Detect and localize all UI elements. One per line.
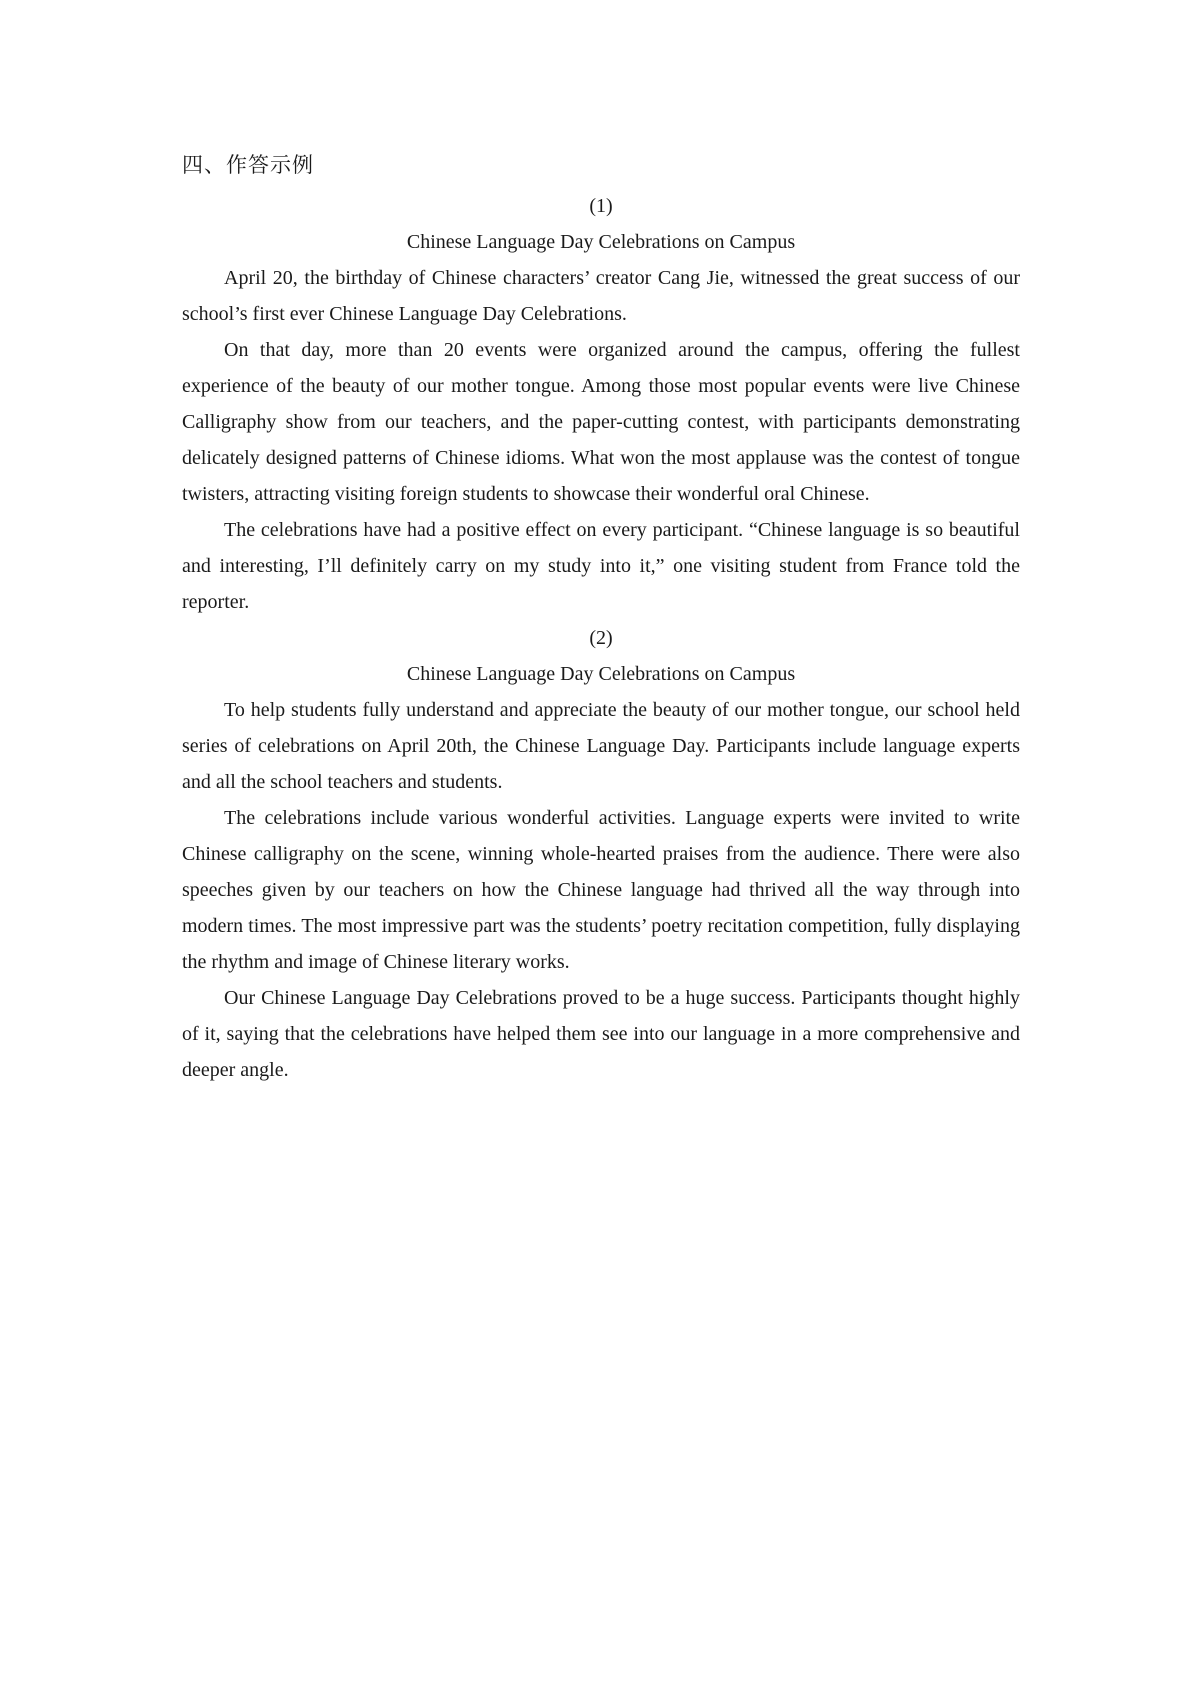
essay-1 (182, 188, 1020, 620)
section-heading: 四、作答示例 (182, 153, 314, 177)
paragraph: April 20, the birthday of Chinese characters’ creator Cang Jie, witnessed the great success of our school’s first ever Chinese Language Day Celebrations. (182, 267, 1020, 325)
document-page (182, 148, 1020, 1088)
essay-title: Chinese Language Day Celebrations on Campus (406, 231, 796, 253)
paragraph: The celebrations have had a positive effect on every participant. “Chinese language is so beautiful and interesting, I’ll definitely carry on my study into it,” one visiting student from France told the reporter. (182, 519, 1020, 613)
essay-number: (1) (589, 195, 613, 217)
essay-title: Chinese Language Day Celebrations on Campus (406, 663, 796, 685)
paragraph: The celebrations include various wonderful activities. Language experts were invited to write Chinese calligraphy on the scene, winning whole-hearted praises from the audience. There were also speeches given by our teachers on how the Chinese language had thrived all the way through into modern times. The most impressive part was the students’ poetry recitation competition, fully displaying the rhythm and image of Chinese literary works. (182, 807, 1020, 973)
essay-number: (2) (589, 627, 613, 649)
paragraph: Our Chinese Language Day Celebrations proved to be a huge success. Participants thought highly of it, saying that the celebrations have helped them see into our language in a more comprehensive and deeper angle. (182, 987, 1020, 1081)
essay-2 (182, 620, 1020, 1088)
paragraph: On that day, more than 20 events were organized around the campus, offering the fullest experience of the beauty of our mother tongue. Among those most popular events were live Chinese Calligraphy show from our teachers, and the paper-cutting contest, with participants demonstrating delicately designed patterns of Chinese idioms. What won the most applause was the contest of tongue twisters, attracting visiting foreign students to showcase their wonderful oral Chinese. (182, 339, 1020, 505)
paragraph: To help students fully understand and appreciate the beauty of our mother tongue, our school held series of celebrations on April 20th, the Chinese Language Day. Participants include language experts and all the school teachers and students. (182, 699, 1020, 793)
